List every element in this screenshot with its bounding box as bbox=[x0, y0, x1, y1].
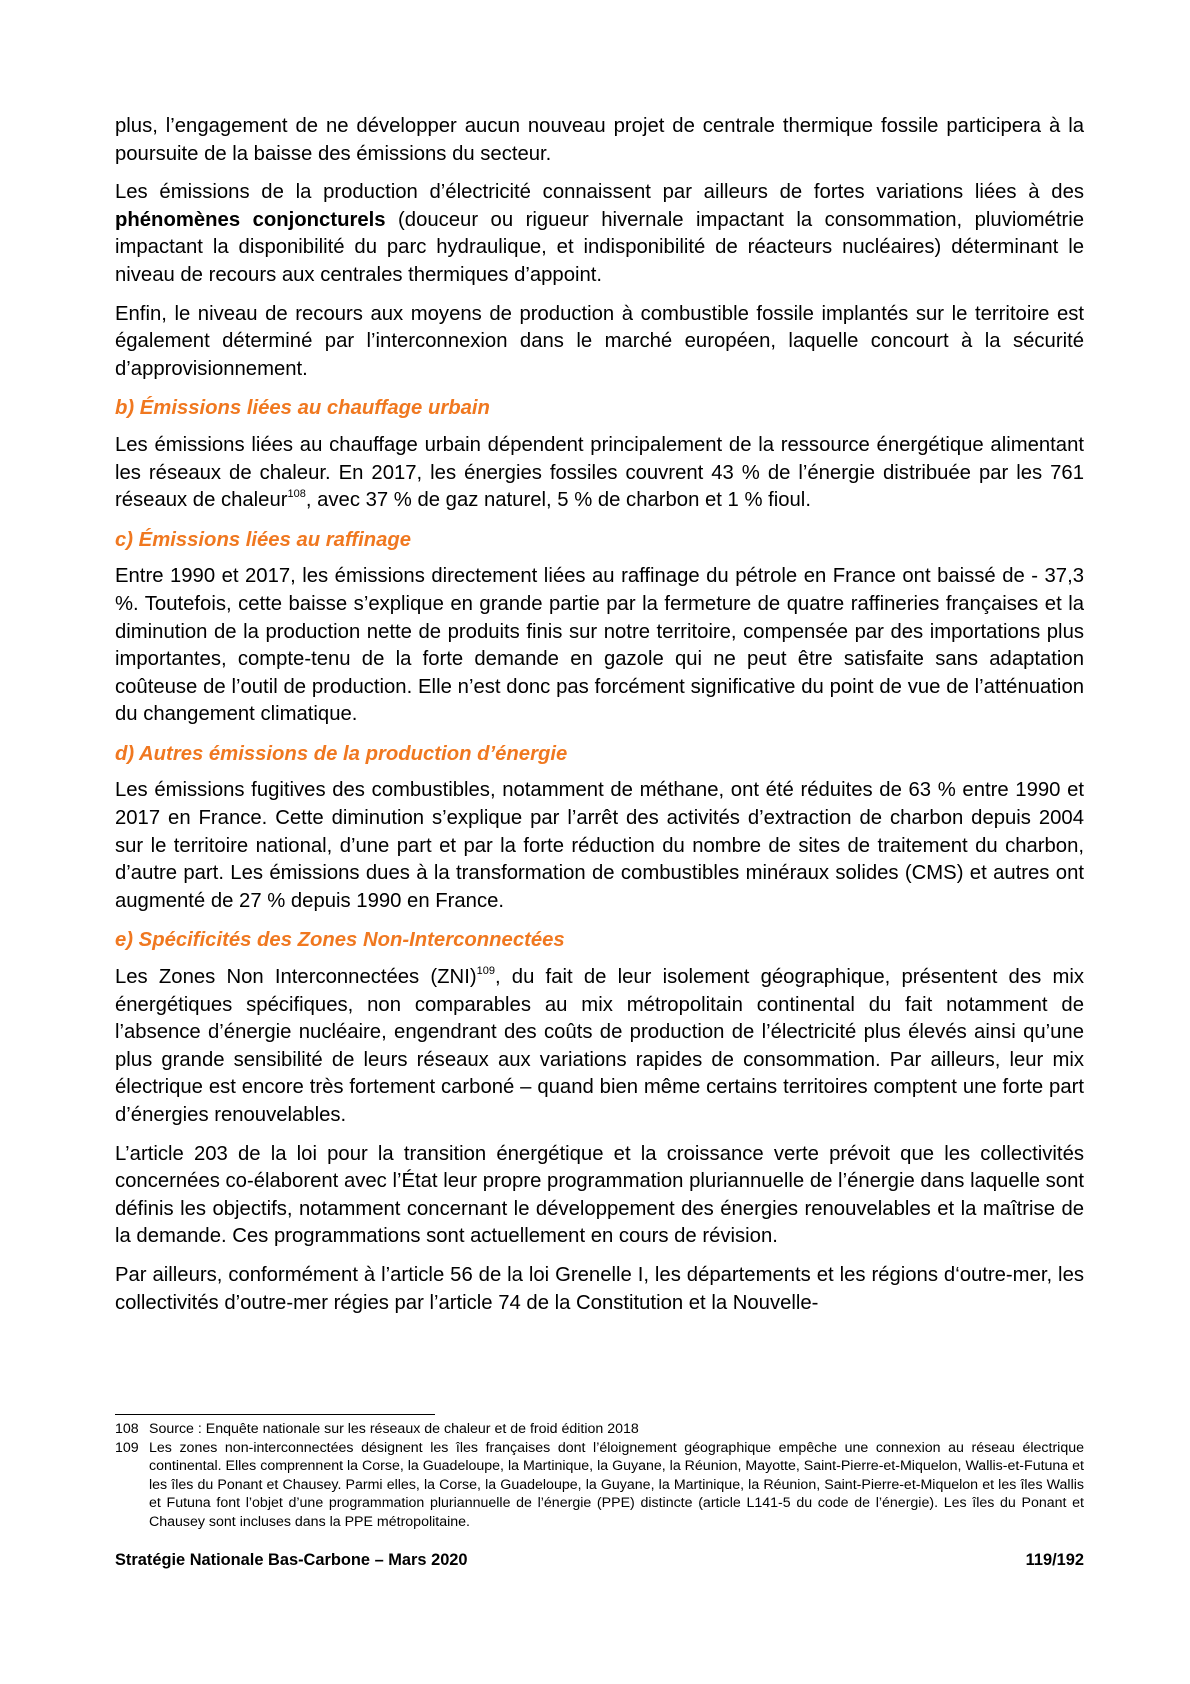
footnote-item bbox=[115, 1420, 1084, 1439]
paragraph bbox=[115, 964, 1084, 1130]
paragraph-text: , du fait de leur isolement géographique, présentent des mix énergétiques spécifiques, non comparables au mix métropolitain continental du fait notamment de l’absence d’énergie nucléaire, engendrant des coûts de production de l’électricité plus élevés ainsi qu’une plus grande sensibilité de leurs réseaux aux variations rapides de consommation. Par ailleurs, leur mix électrique est encore très fortement carboné – quand bien même certains territoires comptent une forte part d’énergies renouvelables. bbox=[115, 966, 1084, 1126]
section-heading-c: c) Émissions liées au raffinage bbox=[115, 528, 412, 551]
paragraph-text: (douceur ou rigueur hivernale impactant la consommation, pluviométrie impactant la disponibilité du parc hydraulique, et indisponibilité de réacteurs nucléaires) déterminant le niveau de recours aux centrales thermiques d’appoint. bbox=[115, 208, 1084, 286]
paragraph bbox=[115, 563, 1084, 729]
footnote-text: Source : Enquête nationale sur les réseaux de chaleur et de froid édition 2018 bbox=[149, 1421, 639, 1437]
paragraph-text: , avec 37 % de gaz naturel, 5 % de charbon et 1 % fioul. bbox=[305, 489, 811, 512]
paragraph-text: Les émissions de la production d’électricité connaissent par ailleurs de fortes variations liées à des bbox=[115, 181, 1084, 204]
paragraph-text: Par ailleurs, conformément à l’article 56 de la loi Grenelle I, les départements et les régions d‘outre-mer, les collectivités d’outre-mer régies par l’article 74 de la Constitution et la Nouvelle- bbox=[115, 1263, 1084, 1314]
footer-title: Stratégie Nationale Bas-Carbone – Mars 2020 bbox=[115, 1551, 468, 1569]
paragraph-text: Les émissions liées au chauffage urbain dépendent principalement de la ressource énergétique alimentant les réseaux de chaleur. En 2017, les énergies fossiles couvrent 43 % de l’énergie distribuée par les 761 réseaux de chaleur bbox=[115, 433, 1084, 512]
page-footer bbox=[115, 1551, 1084, 1570]
paragraph-text: Entre 1990 et 2017, les émissions directement liées au raffinage du pétrole en France ont baissé de - 37,3 %. Toutefois, cette baisse s’explique en grande partie par la fermeture de quatre raffineries françaises et la diminution de la production nette de produits finis sur notre territoire, compensée par des importations plus importantes, compte-tenu de la forte demande en gazole qui ne peut être satisfaite sans adaptation coûteuse de l’outil de production. Elle n’est donc pas forcément significative du point de vue de l’atténuation du changement climatique. bbox=[115, 565, 1084, 726]
paragraph bbox=[115, 777, 1084, 915]
section-heading-b: b) Émissions liées au chauffage urbain bbox=[115, 397, 490, 420]
paragraph bbox=[115, 179, 1084, 289]
footnote-text: Les zones non-interconnectées désignent les îles françaises dont l’éloignement géographique empêche une connexion au réseau électrique continental. Elles comprennent la Corse, la Guadeloupe, la Martinique, la Guyane, la Réunion, Mayotte, Saint-Pierre-et-Miquelon, Wallis-et-Futuna et les îles du Ponant et Chausey. Parmi elles, la Corse, la Guadeloupe, la Guyane, la Martinique, la Réunion, Saint-Pierre-et-Miquelon et les îles Wallis et Futuna font l’objet d’une programmation pluriannuelle de l’énergie (PPE) distincte (article L141-5 du code de l’énergie). Les îles du Ponant et Chausey sont incluses dans la PPE métropolitaine. bbox=[149, 1439, 1084, 1530]
footnote-number: 109 bbox=[115, 1439, 139, 1456]
paragraph bbox=[115, 301, 1084, 384]
section-heading-e: e) Spécificités des Zones Non-Interconnectées bbox=[115, 929, 565, 952]
paragraph bbox=[115, 1141, 1084, 1251]
section-heading-d: d) Autres émissions de la production d’énergie bbox=[115, 742, 568, 765]
footnote-ref[interactable]: 108 bbox=[287, 488, 306, 501]
footnote-number: 108 bbox=[115, 1421, 139, 1437]
paragraph-text: plus, l’engagement de ne développer aucun nouveau projet de centrale thermique fossile participera à la poursuite de la baisse des émissions du secteur. bbox=[115, 115, 1084, 165]
paragraph bbox=[115, 1262, 1084, 1317]
paragraph bbox=[115, 113, 1084, 168]
bold-phrase: phénomènes conjoncturels bbox=[115, 208, 386, 231]
paragraph bbox=[115, 432, 1084, 515]
footnotes bbox=[115, 1420, 1084, 1531]
paragraph-text: Les émissions fugitives des combustibles, notamment de méthane, ont été réduites de 63 % entre 1990 et 2017 en France. Cette diminution s’explique par l’arrêt des activités d’extraction de charbon depuis 2004 sur le territoire national, d’une part et par la forte réduction du nombre de sites de traitement du charbon, d’autre part. Les émissions dues à la transformation de combustibles minéraux solides (CMS) et autres ont augmenté de 27 % depuis 1990 en France. bbox=[115, 779, 1084, 912]
footnote-ref[interactable]: 109 bbox=[476, 965, 495, 978]
page-number: 119/192 bbox=[1025, 1551, 1084, 1569]
footnote-item bbox=[115, 1439, 1084, 1532]
paragraph-text: Les Zones Non Interconnectées (ZNI) bbox=[115, 966, 477, 989]
footnote-separator bbox=[115, 1414, 435, 1415]
paragraph-text: L’article 203 de la loi pour la transition énergétique et la croissance verte prévoit que les collectivités concernées co-élaborent avec l’État leur propre programmation pluriannuelle de l’énergie dans laquelle sont définis les objectifs, notamment concernant le développement des énergies renouvelables et la maîtrise de la demande. Ces programmations sont actuellement en cours de révision. bbox=[115, 1142, 1084, 1248]
paragraph-text: Enfin, le niveau de recours aux moyens de production à combustible fossile implantés sur le territoire est également déterminé par l’interconnexion dans le marché européen, laquelle concourt à la sécurité d’approvisionnement. bbox=[115, 302, 1084, 380]
document-body bbox=[115, 113, 1084, 1328]
